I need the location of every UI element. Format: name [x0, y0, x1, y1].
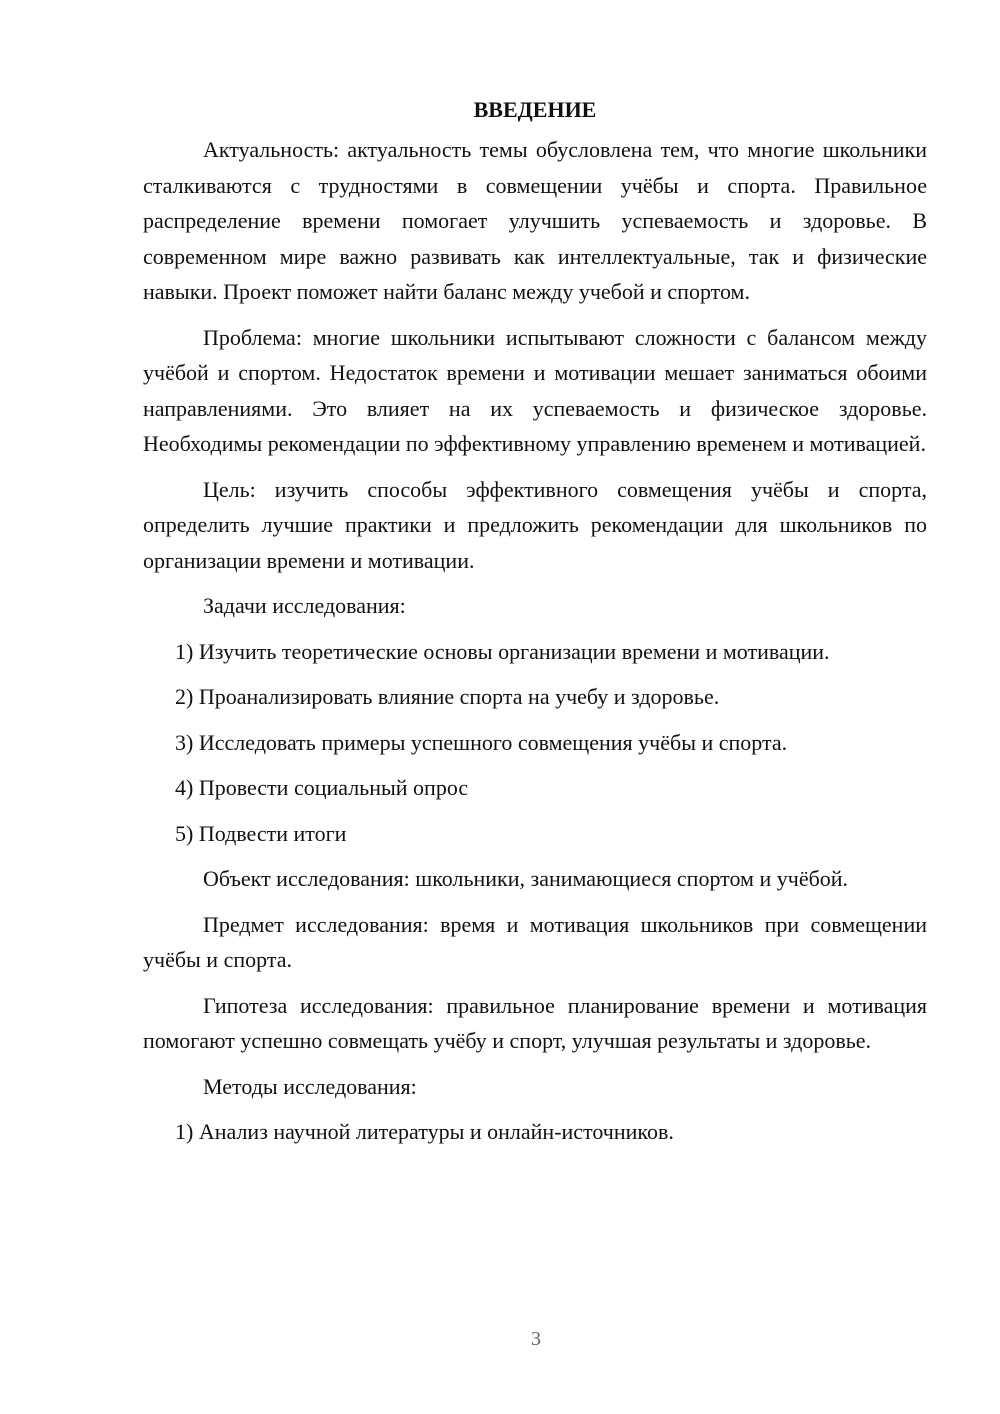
goal-paragraph: Цель: изучить способы эффективного совмещения учёбы и спорта, определить лучшие практики и предложить рекомендации для школьников по организации времени и мотивации.	[143, 476, 927, 573]
page-number: 3	[531, 1328, 541, 1350]
task-item-4: 4) Провести социальный опрос	[175, 775, 469, 800]
task-item-2: 2) Проанализировать влияние спорта на учебу и здоровье.	[175, 684, 720, 709]
problem-paragraph: Проблема: многие школьники испытывают сложности с балансом между учёбой и спортом. Недостаток времени и мотивации мешает заниматься обоими направлениями. Это влияет на их успеваемость и физическое здоровье. Необходимы рекомендации по эффективному управлению временем и мотивацией.	[143, 324, 927, 456]
relevance-paragraph: Актуальность: актуальность темы обусловлена тем, что многие школьники сталкиваются с трудностями в совмещении учёбы и спорта. Правильное распределение времени помогает улучшить успеваемость и здоровье. В современном мире важно развивать как интеллектуальные, так и физические навыки. Проект поможет найти баланс между учебой и спортом.	[143, 137, 927, 304]
task-item-3: 3) Исследовать примеры успешного совмещения учёбы и спорта.	[175, 729, 788, 755]
tasks-heading: Задачи исследования:	[203, 593, 406, 618]
method-item-1: 1) Анализ научной литературы и онлайн-источников.	[175, 1119, 674, 1144]
hypothesis-paragraph: Гипотеза исследования: правильное планирование времени и мотивация помогают успешно совмещать учёбу и спорт, улучшая результаты и здоровье.	[143, 992, 927, 1053]
object-paragraph: Объект исследования: школьники, занимающиеся спортом и учёбой.	[203, 866, 849, 891]
subject-paragraph: Предмет исследования: время и мотивация школьников при совмещении учёбы и спорта.	[143, 911, 927, 972]
task-item-5: 5) Подвести итоги	[175, 820, 347, 846]
task-item-1: 1) Изучить теоретические основы организации времени и мотивации.	[175, 638, 830, 664]
section-title: ВВЕДЕНИЕ	[473, 97, 597, 122]
methods-heading: Методы исследования:	[203, 1073, 417, 1099]
document-page	[143, 92, 927, 1160]
